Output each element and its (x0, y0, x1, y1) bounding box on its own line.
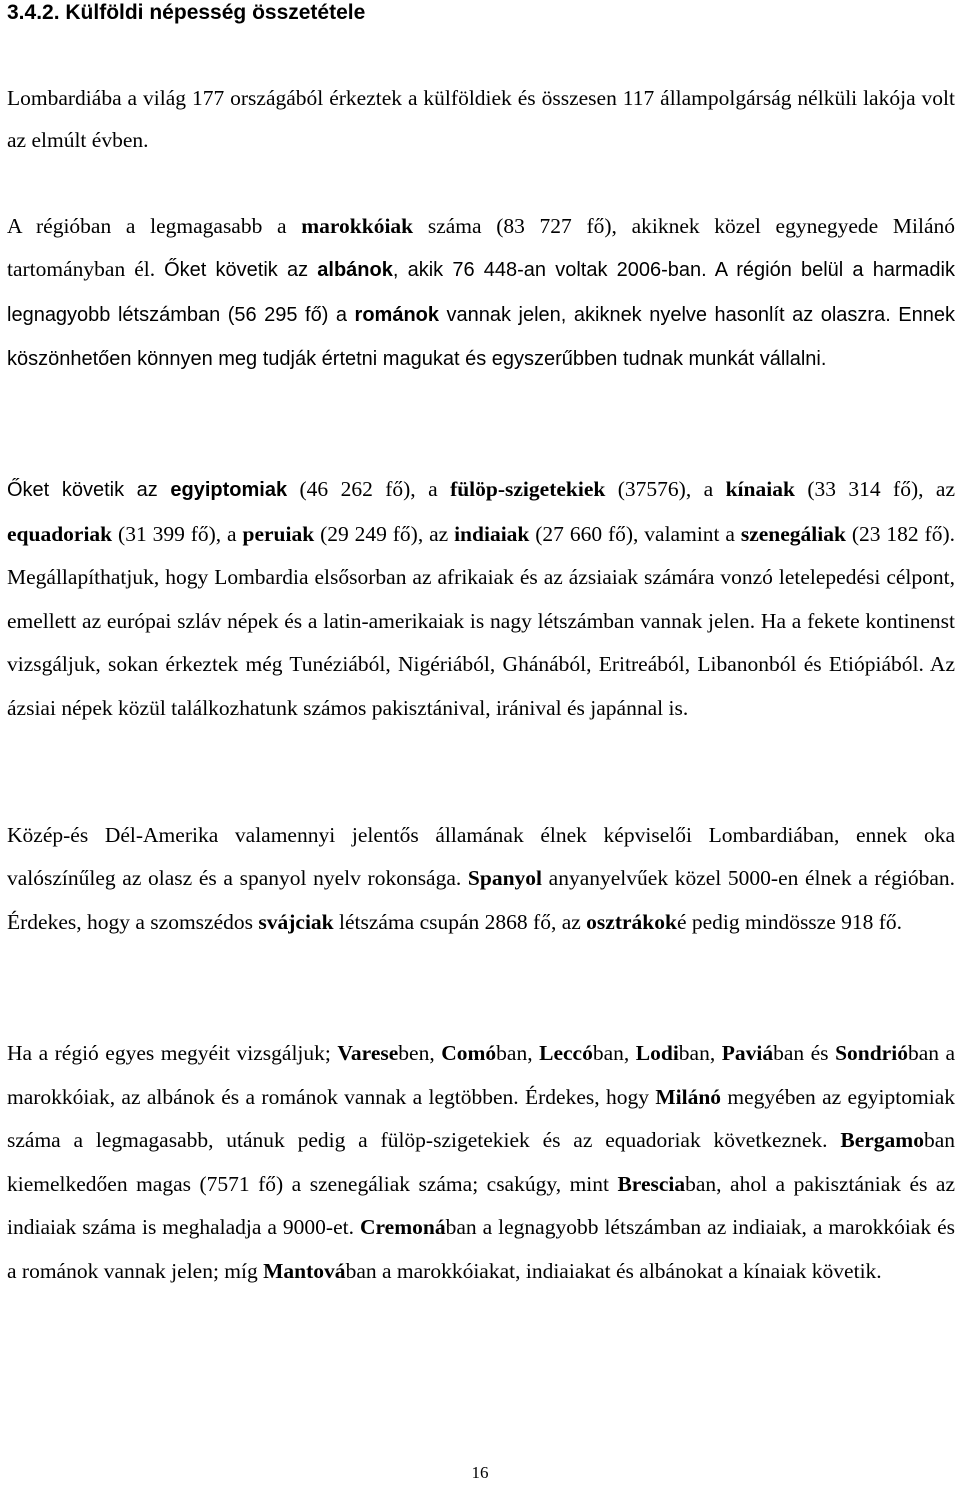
bold-term-lecco: Leccó (539, 1041, 593, 1065)
section-heading: 3.4.2. Külföldi népesség összetétele (7, 1, 366, 24)
text-run: Őket követik az egyiptomiak (7, 479, 288, 501)
bold-term-kinaiak: kínaiak (725, 477, 795, 501)
page-number: 16 (471, 1463, 489, 1482)
paragraph-3 (7, 468, 955, 731)
text-run: A régióban a legmagasabb a (7, 214, 302, 238)
bold-term-albanok: albánok (317, 259, 393, 282)
bold-term-svajciak: svájciak (258, 909, 334, 934)
text-run: (23 182 fő). Megállapíthatjuk, hogy Lombardia elsősorban az afrikaiak és az ázsiaiak számára vonzó letelepedési célpont, emellett az európai szláv népek és a latin-amerikaiak is nagy létszámban vannak jelen. Ha a fekete kontinenst vizsgáljuk, sokan érkeztek még Tunéziából, Nigériából, Ghánából, Eritreából, Libanonból és Etiópiából. Az ázsiai népek közül találkozhatunk számos pakisztánival, iránival és japánnal is. (7, 521, 955, 720)
bold-term-fulop-szigetekiek: fülöp-szigetekiek (450, 477, 606, 501)
bold-term-marokkoiak: marokkóiak (301, 214, 414, 238)
bold-term-osztrakok: osztrákok (586, 909, 677, 934)
bold-term-indiaiak: indiaiak (454, 521, 530, 546)
bold-term-peruiak: peruiak (242, 521, 315, 546)
bold-term-sondrio: Sondrió (835, 1041, 908, 1065)
text-run: ban, (496, 1041, 540, 1065)
bold-term-romanok: románok (354, 303, 440, 326)
text-run: száma (83 727 fő), akiknek közel egynegyede Milánó tartományban él. (7, 214, 955, 282)
text-run: ban, (592, 1041, 636, 1065)
paragraph-2 (7, 205, 955, 382)
text-run: (29 249 fő), az (314, 521, 455, 546)
text-run: ban, (678, 1041, 722, 1065)
bold-term-spanyol: Spanyol (467, 866, 543, 891)
text-run: megyében az egyiptomiak száma a legmagasabb, utánuk pedig a fülöp-szigetekiek és az equadoriak következnek. (7, 1084, 955, 1152)
bold-term-egyiptomiak: egyiptomiak (170, 479, 288, 501)
text-run: anyanyelvűek közel 5000-en élnek a régióban. Érdekes, hogy a szomszédos (7, 866, 955, 934)
text-run: ban kiemelkedően magas (7571 fő) a szenegáliak száma; csakúgy, mint (7, 1128, 955, 1196)
text-run: (27 660 fő), valamint a (529, 521, 741, 546)
text-run: Közép-és Dél-Amerika valamennyi jelentős államának élnek képviselői Lombardiában, ennek oka valószínűleg az olasz és a spanyol nyelv rokonsága. (7, 823, 955, 891)
bold-term-varese: Varese (337, 1041, 399, 1065)
text-run: ben, (398, 1041, 442, 1065)
text-run: ban, ahol a pakisztániak és az indiaiak száma is meghaladja a 9000-et. (7, 1171, 955, 1239)
bold-term-lodi: Lodi (635, 1041, 679, 1065)
text-run: létszáma csupán 2868 fő, az (333, 909, 587, 934)
text-run: Ha a régió egyes megyéit vizsgáljuk; (7, 1041, 338, 1065)
paragraph-1: Lombardiába a világ 177 országából érkeztek a külföldiek és összesen 117 állampolgárság nélküli lakója volt az elmúlt évben. (7, 86, 955, 152)
bold-term-como: Comó (441, 1041, 497, 1065)
bold-term-bergamo: Bergamo (840, 1128, 924, 1152)
bold-term-cremona: Cremoná (359, 1215, 446, 1239)
text-run: é pedig mindössze 918 fő. (676, 909, 903, 934)
text-run: (37576), a (605, 477, 726, 501)
bold-term-pavia: Paviá (721, 1041, 774, 1065)
bold-term-mantova: Mantová (263, 1258, 346, 1283)
bold-term-brescia: Brescia (617, 1171, 686, 1196)
bold-term-szenegaliak: szenegáliak (740, 521, 846, 546)
bold-term-equadoriak: equadoriak (7, 521, 113, 546)
paragraph-4 (7, 814, 955, 944)
text-run: ban a legnagyobb létszámban az indiaiak, a marokkóiak és a románok vannak jelen; míg (7, 1215, 956, 1283)
bold-term-milano: Milánó (655, 1084, 722, 1109)
text-run: (33 314 fő), az (794, 477, 955, 501)
text-run: Őket követik az albánok, akik 76 448-an voltak 2006-ban. A régión belül a harmadik legnagyobb létszámban (56 295 fő) a románok vannak jelen, akiknek nyelve hasonlít az olaszra. Ennek köszönhetően könnyen meg tudják értetni magukat és egyszerűbben tudnak munkát vállalni. (7, 259, 955, 371)
text-run: ban és (773, 1041, 836, 1065)
text-run: (46 262 fő), a (287, 477, 451, 501)
text-run: (31 399 fő), a (112, 521, 243, 546)
text-run: ban a marokkóiak, az albánok és a románok vannak a legtöbben. Érdekes, hogy (7, 1041, 956, 1109)
paragraph-5 (7, 1032, 955, 1293)
text-run: ban a marokkóiakat, indiaiakat és albánokat a kínaiak követik. (345, 1258, 882, 1283)
